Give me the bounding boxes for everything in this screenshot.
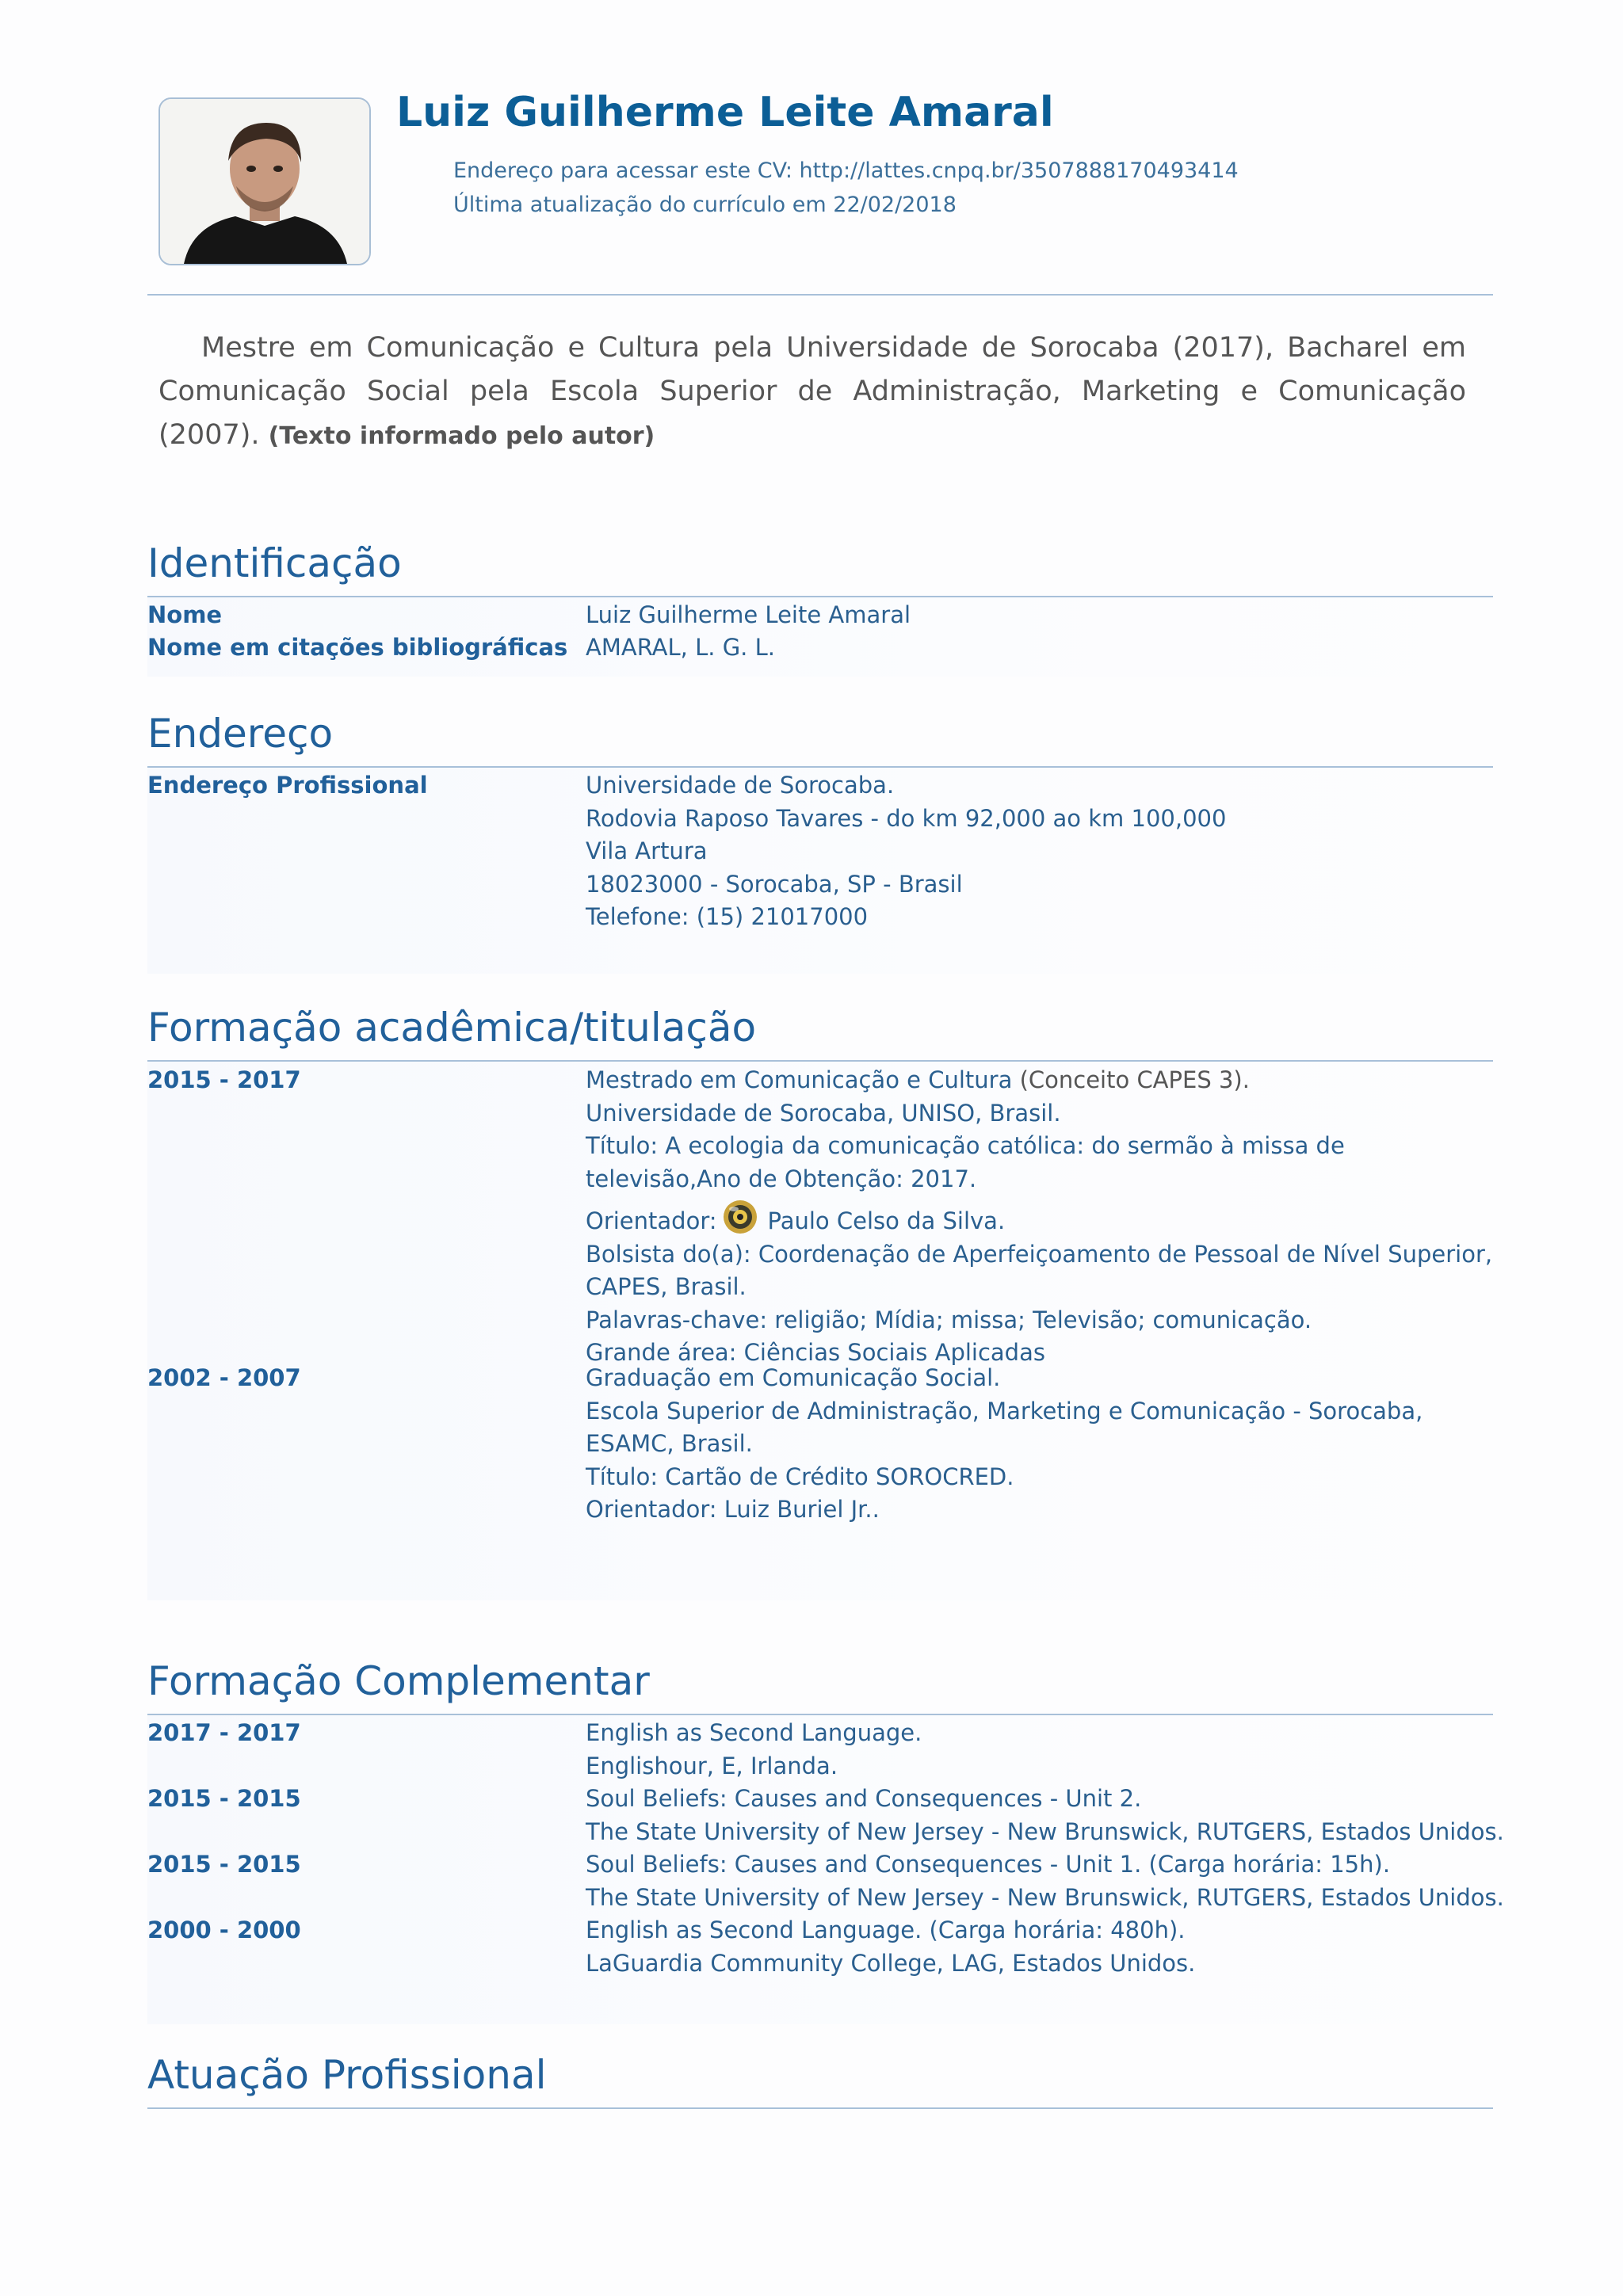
address-line: Telefone: (15) 21017000 [586, 903, 869, 930]
section-title-endereco: Endereço [147, 711, 334, 757]
profile-photo [158, 97, 371, 265]
row-label: Nome em citações bibliográficas [147, 634, 568, 661]
capes-rating: (Conceito CAPES 3). [1012, 1066, 1250, 1093]
row-value: AMARAL, L. G. L. [586, 634, 775, 661]
advisor-name[interactable]: Paulo Celso da Silva. [767, 1207, 1006, 1234]
period: 2015 - 2015 [147, 1851, 301, 1878]
degree-details [586, 1362, 1493, 1527]
area: Grande área: Ciências Sociais Aplicadas [586, 1339, 1045, 1366]
thesis-title: Título: A ecologia da comunicação católica: do sermão à missa de televisão,Ano de Obtenção: 2017. [586, 1132, 1345, 1192]
course: English as Second Language. [586, 1719, 922, 1746]
course: Soul Beliefs: Causes and Consequences - Unit 1. (Carga horária: 15h). [586, 1851, 1391, 1878]
section-divider [147, 2107, 1493, 2109]
summary-text: Mestre em Comunicação e Cultura pela Universidade de Sorocaba (2017), Bacharel em Comunicação Social pela Escola Superior de Administração, Marketing e Comunicação (2007). [158, 332, 1466, 451]
last-update: Última atualização do currículo em 22/02/2018 [453, 193, 957, 217]
institution: LaGuardia Community College, LAG, Estados Unidos. [586, 1949, 1196, 1977]
address-line: Vila Artura [586, 837, 708, 864]
row-label: Endereço Profissional [147, 772, 428, 799]
keywords: Palavras-chave: religião; Mídia; missa; Televisão; comunicação. [586, 1306, 1312, 1333]
thesis-title: Título: Cartão de Crédito SOROCRED. [586, 1463, 1014, 1490]
period: 2017 - 2017 [147, 1719, 301, 1746]
advisor-label: Orientador: [586, 1207, 717, 1234]
institution: Universidade de Sorocaba, UNISO, Brasil. [586, 1099, 1061, 1127]
section-title-atuacao: Atuação Profissional [147, 2052, 547, 2098]
header-divider [147, 294, 1493, 296]
address-line: 18023000 - Sorocaba, SP - Brasil [586, 870, 963, 898]
address-line: Universidade de Sorocaba. [586, 772, 895, 799]
person-name: Luiz Guilherme Leite Amaral [396, 89, 1054, 136]
institution: Escola Superior de Administração, Marketing e Comunicação - Sorocaba, ESAMC, Brasil. [586, 1397, 1423, 1457]
course: English as Second Language. (Carga horária: 480h). [586, 1917, 1186, 1943]
institution: The State University of New Jersey - New Brunswick, RUTGERS, Estados Unidos. [586, 1883, 1504, 1911]
section-title-formacao: Formação acadêmica/titulação [147, 1005, 757, 1051]
period: 2000 - 2000 [147, 1917, 301, 1943]
row-value: Luiz Guilherme Leite Amaral [586, 601, 911, 628]
cv-address[interactable]: Endereço para acessar este CV: http://lattes.cnpq.br/3507888170493414 [453, 158, 1239, 183]
section-title-complementar: Formação Complementar [147, 1658, 650, 1704]
period: 2015 - 2017 [147, 1066, 301, 1093]
institution: The State University of New Jersey - New Brunswick, RUTGERS, Estados Unidos. [586, 1817, 1504, 1845]
period: 2002 - 2007 [147, 1364, 301, 1391]
summary [158, 326, 1466, 458]
advisor: Orientador: Luiz Buriel Jr.. [586, 1496, 880, 1523]
summary-note: (Texto informado pelo autor) [268, 422, 655, 450]
grant: Bolsista do(a): Coordenação de Aperfeiçoamento de Pessoal de Nível Superior, CAPES, Brasil. [586, 1240, 1493, 1300]
course: Graduação em Comunicação Social. [586, 1364, 1001, 1391]
address-lines [586, 769, 1493, 934]
address-line: Rodovia Raposo Tavares - do km 92,000 ao km 100,000 [586, 804, 1227, 832]
row-label: Nome [147, 601, 223, 628]
lattes-cv-icon[interactable] [722, 1199, 758, 1235]
period: 2015 - 2015 [147, 1785, 301, 1812]
course: Mestrado em Comunicação e Cultura [586, 1066, 1013, 1093]
course: Soul Beliefs: Causes and Consequences - Unit 2. [586, 1785, 1142, 1812]
degree-details [586, 1064, 1493, 1370]
institution: Englishour, E, Irlanda. [586, 1752, 838, 1779]
section-title-identificacao: Identificação [147, 540, 402, 586]
